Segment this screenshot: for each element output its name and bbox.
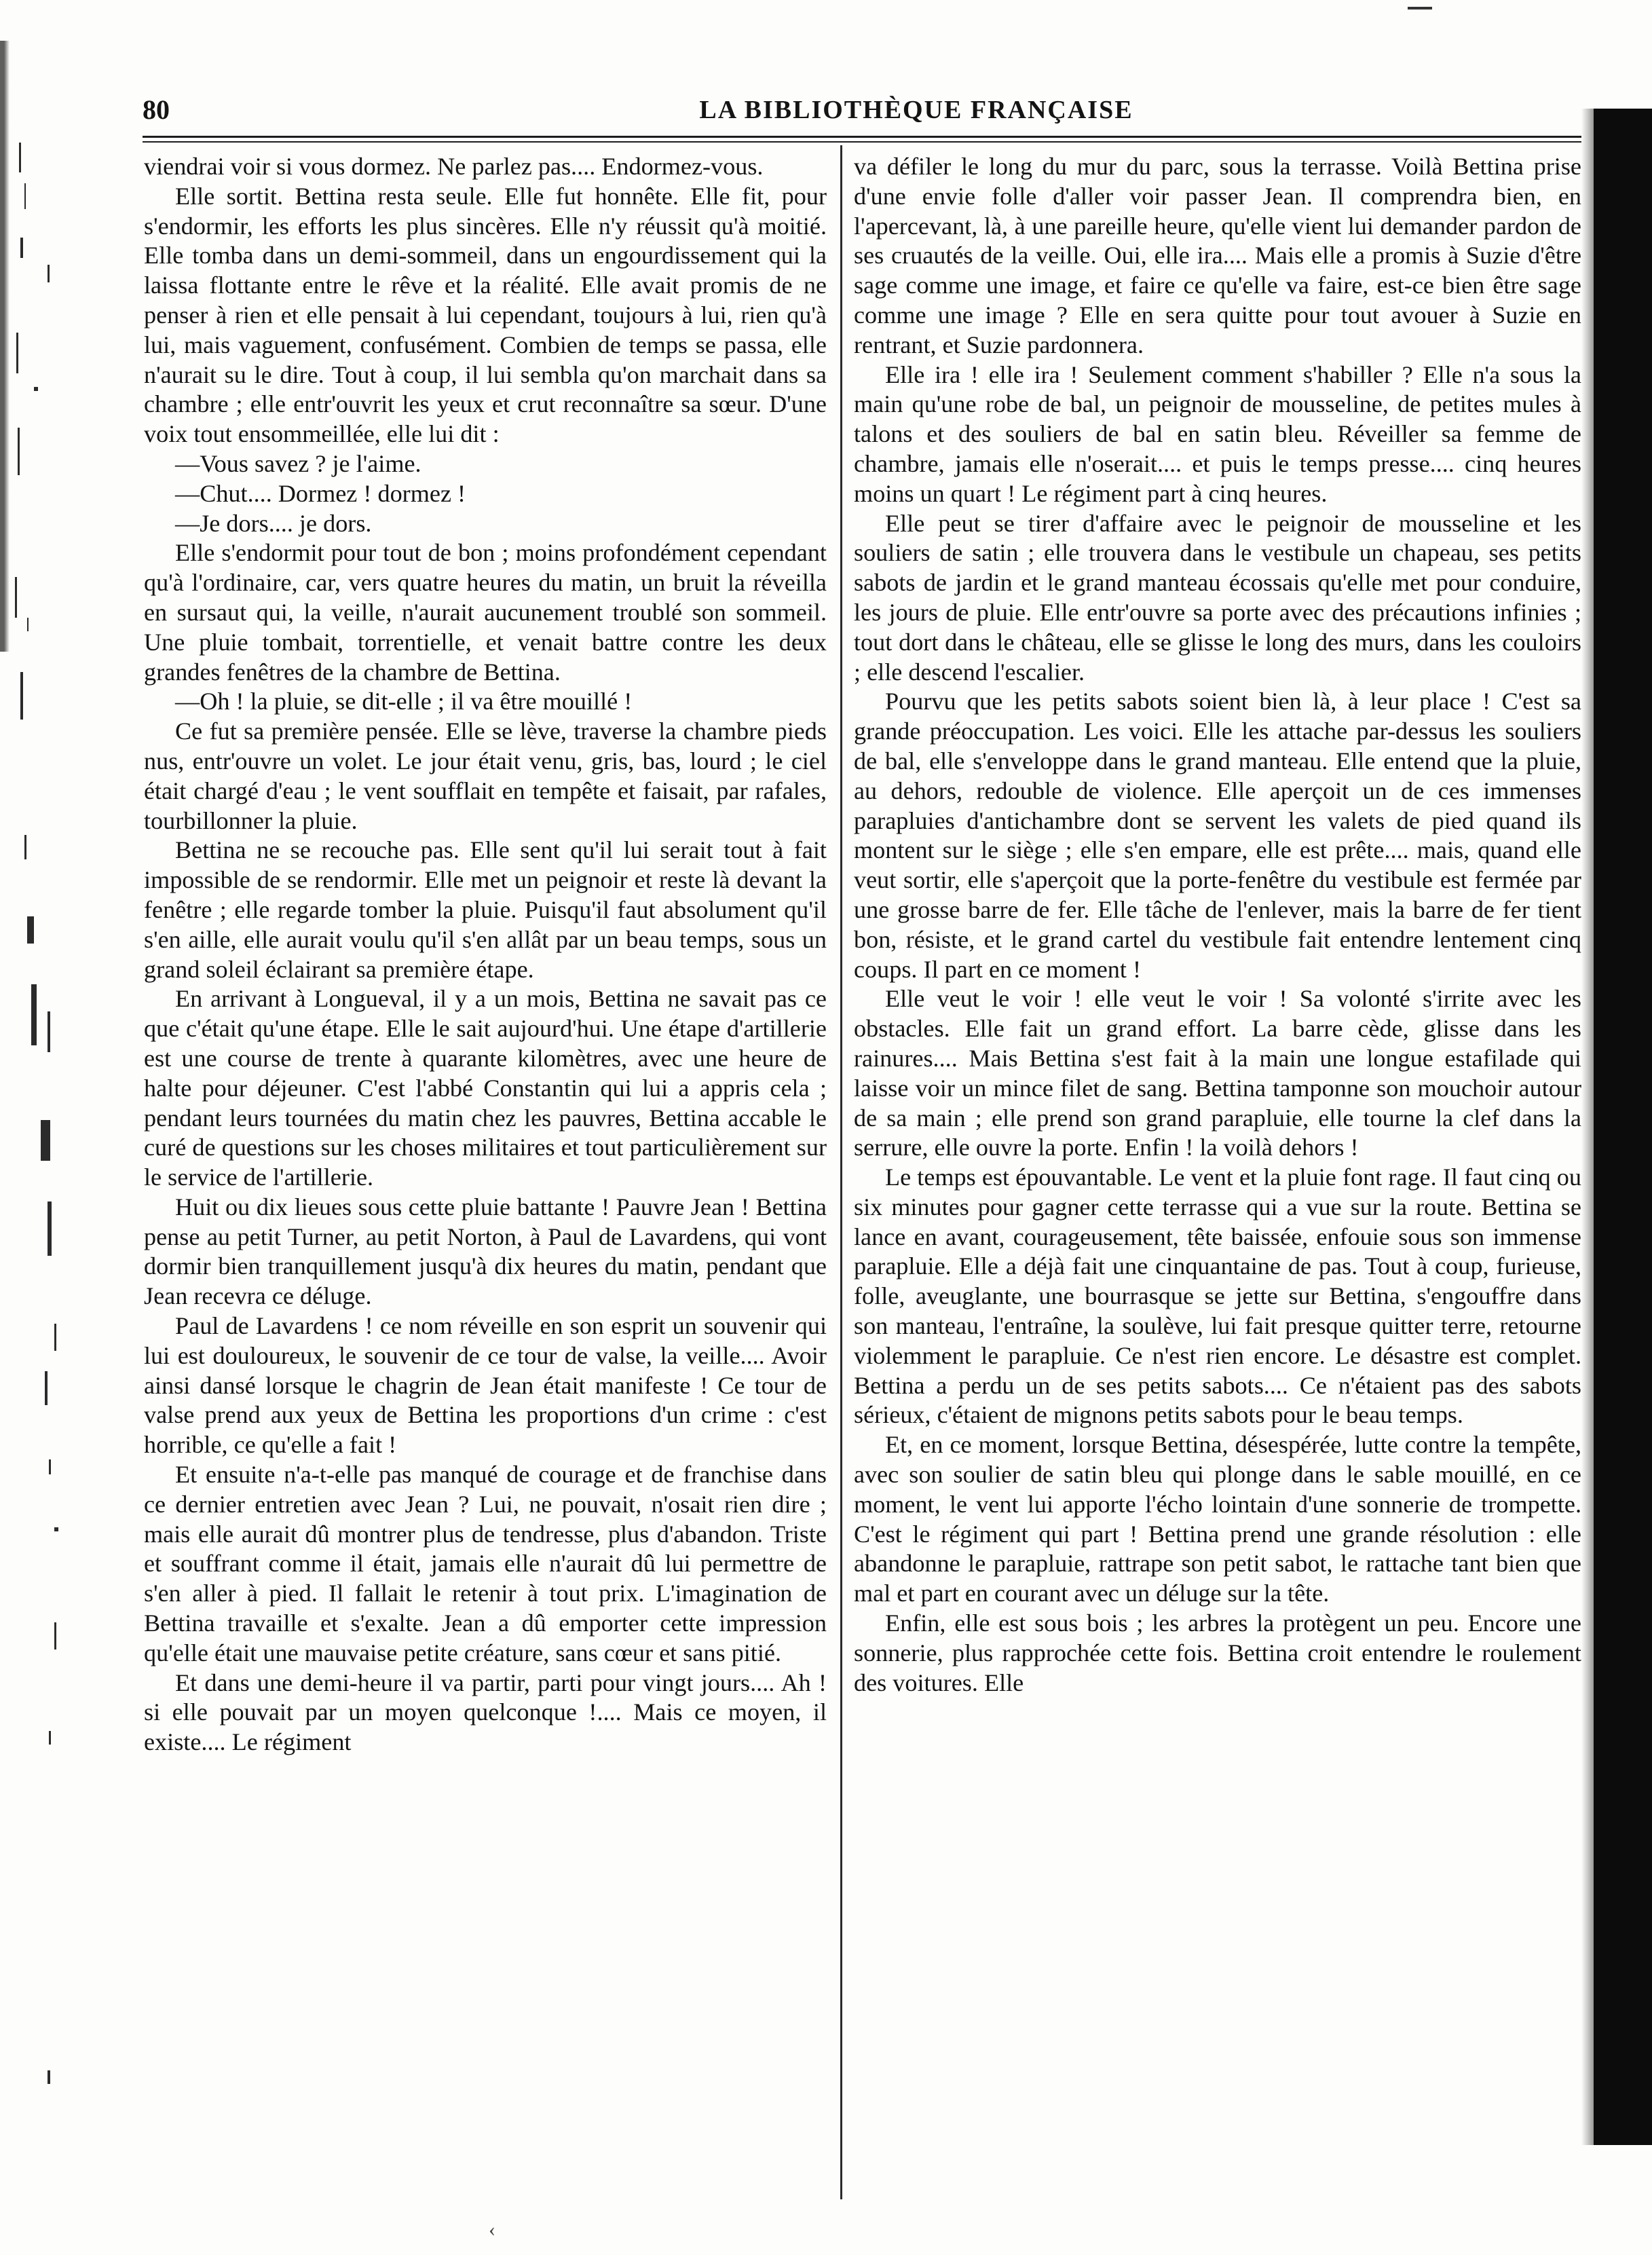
paragraph: Enfin, elle est sous bois ; les arbres la protègent un peu. Encore une sonnerie, plus rapprochée cette fois. Bettina croit entendre le roulement des voitures. Elle (854, 1609, 1581, 1696)
scan-marks-left (7, 102, 68, 2138)
paragraph: —Je dors.... je dors. (175, 509, 372, 537)
text-column-left (144, 152, 827, 1757)
paragraph: Elle veut le voir ! elle veut le voir ! Sa volonté s'irrite avec les obstacles. Elle fait un grand effort. La barre cède, glisse dans les rainures.... Mais Bettina s'est fait à la main une longue estafilade qui laisse voir un mince filet de sang. Bettina tamponne son mouchoir autour de sa main ; elle prend son grand parapluie, elle tourne la clef dans la serrure, elle ouvre la porte. Enfin ! la voilà dehors ! (854, 985, 1581, 1161)
paragraph: va défiler le long du mur du parc, sous la terrasse. Voilà Bettina prise d'une envie folle d'aller voir passer Jean. Il comprendra bien, en l'apercevant, là, à une pareille heure, qu'elle vient lui demander pardon de ses cruautés de la veille. Oui, elle ira.... Mais elle a promis à Suzie d'être sage comme une image, et faire ce qu'elle va faire, est-ce bien être sage comme une image ? Elle en sera quitte pour tout avouer à Suzie en rentrant, et Suzie pardonnera. (854, 153, 1581, 358)
paragraph: Elle peut se tirer d'affaire avec le peignoir de mousseline et les souliers de satin ; elle trouvera dans le vestibule un chapeau, ses petits sabots de jardin et le grand manteau écossais qu'elle met pour conduire, les jours de pluie. Elle entr'ouvre sa porte avec des précautions infinies ; tout dort dans le château, elle se glisse le long des murs, dans les couloirs ; elle descend l'escalier. (854, 509, 1581, 686)
scan-edge-right (1594, 109, 1652, 2145)
running-title: LA BIBLIOTHÈQUE FRANÇAISE (699, 96, 1133, 124)
paragraph: En arrivant à Longueval, il y a un mois, Bettina ne savait pas ce que c'était qu'une étape. Elle le sait aujourd'hui. Une étape d'artillerie est une course de trente à quarante kilomètres, avec une heure de halte pour déjeuner. C'est l'abbé Constantin qui lui a appris cela ; pendant leurs tournées du matin chez les pauvres, Bettina accable le curé de questions sur les choses militaires et tout particulièrement sur le service de l'artillerie. (144, 985, 827, 1191)
paragraph: viendrai voir si vous dormez. Ne parlez pas.... Endormez-vous. (144, 153, 764, 180)
paragraph: —Vous savez ? je l'aime. (175, 449, 421, 477)
paragraph: Huit ou dix lieues sous cette pluie battante ! Pauvre Jean ! Bettina pense au petit Turner, au petit Norton, à Paul de Lavardens, qui vont dormir bien tranquillement jusqu'à dix heures du matin, pendant que Jean recevra ce déluge. (144, 1193, 827, 1310)
paragraph: Et dans une demi-heure il va partir, parti pour vingt jours.... Ah ! si elle pouvait par un moyen quelconque !.... Mais ce moyen, il existe.... Le régiment (144, 1669, 827, 1756)
page-number: 80 (143, 94, 170, 125)
paragraph: Elle sortit. Bettina resta seule. Elle fut honnête. Elle fit, pour s'endormir, les efforts les plus sincères. Elle n'y réussit qu'à moitié. Elle tomba dans un demi-sommeil, dans un engourdissement qui la laissa flottante entre le rêve et la réalité. Elle avait promis de ne penser à rien et elle pensait à lui cependant, toujours à lui, rien qu'à lui, mais vaguement, confusément. Combien de temps se passa, elle n'aurait su le dire. Tout à coup, il lui sembla qu'on marchait dans sa chambre ; elle entr'ouvrit les yeux et crut reconnaître sa sœur. D'une voix tout ensommeillée, elle lui dit : (144, 182, 827, 448)
paragraph: —Chut.... Dormez ! dormez ! (175, 479, 466, 507)
paragraph: Elle s'endormit pour tout de bon ; moins profondément cependant qu'à l'ordinaire, car, vers quatre heures du matin, un bruit la réveilla en sursaut qui, la veille, n'aurait aucunement troublé son sommeil. Une pluie tombait, torrentielle, et venait battre contre les deux grandes fenêtres de la chambre de Bettina. (144, 539, 827, 686)
page-header (143, 90, 1581, 130)
paragraph: Le temps est épouvantable. Le vent et la pluie font rage. Il faut cinq ou six minutes pour gagner cette terrasse qui a vue sur la route. Bettina se lance en avant, courageusement, tête baissée, enfouie sous son immense parapluie. Elle a déjà fait une cinquantaine de pas. Tout à coup, furieuse, folle, aveuglante, une bourrasque se jette sur Bettina, s'engouffre dans son manteau, l'entraîne, la soulève, lui fait presque quitter terre, retourne violemment le parapluie. Ce n'est rien encore. Le désastre est complet. Bettina a perdu un de ses petits sabots.... Ce n'étaient pas des sabots sérieux, c'étaient de mignons petits sabots pour le beau temps. (854, 1163, 1581, 1429)
paragraph: Bettina ne se recouche pas. Elle sent qu'il lui serait tout à fait impossible de se rendormir. Elle met un peignoir et reste là devant la fenêtre ; elle regarde tomber la pluie. Puisqu'il faut absolument qu'il s'en aille, elle aurait voulu qu'il s'en allât par un beau temps, sous un grand soleil éclairant sa première étape. (144, 836, 827, 983)
paragraph: Elle ira ! elle ira ! Seulement comment s'habiller ? Elle n'a sous la main qu'une robe de bal, un peignoir de mousseline, de petites mules à talons et des souliers de bal en satin bleu. Réveiller sa femme de chambre, jamais elle n'oserait.... et puis le temps presse.... cinq heures moins un quart ! Le régiment part à cinq heures. (854, 360, 1581, 507)
paragraph: Pourvu que les petits sabots soient bien là, à leur place ! C'est sa grande préoccupation. Les voici. Elle les attache par-dessus les souliers de bal, elle s'enveloppe dans le grand manteau. Elle entend que la pluie, au dehors, redouble de violence. Elle aperçoit un de ces immenses parapluies d'antichambre dont se servent les valets de pied quand ils montent sur le siège ; elle s'en empare, elle est prête.... mais, quand elle veut sortir, elle s'aperçoit que la porte-fenêtre du vestibule est fermée par une grosse barre de fer. Elle tâche de l'enlever, mais la barre de fer tient bon, résiste, et le grand cartel du vestibule fait entendre lentement cinq coups. Il part en ce moment ! (854, 688, 1581, 983)
paragraph: Et ensuite n'a-t-elle pas manqué de courage et de franchise dans ce dernier entretien avec Jean ? Lui, ne pouvait, n'osait rien dire ; mais elle aurait dû montrer plus de tendresse, plus d'abandon. Triste et souffrant comme il était, jamais elle n'aurait dû lui permettre de s'en aller à pied. Il fallait le retenir à tout prix. L'imagination de Bettina travaille et s'exalte. Jean a dû emporter cette impression qu'elle était une mauvaise petite créature, sans cœur et sans pitié. (144, 1461, 827, 1666)
text-column-right (854, 152, 1581, 1698)
header-rule (143, 136, 1581, 138)
paragraph: —Oh ! la pluie, se dit-elle ; il va être mouillé ! (175, 688, 633, 715)
header-rule-thin (143, 141, 1581, 143)
paragraph: Paul de Lavardens ! ce nom réveille en son esprit un souvenir qui lui est douloureux, le souvenir de ce tour de valse, la veille.... Avoir ainsi dansé lorsque le chagrin de Jean était manifeste ! Ce tour de valse prend aux yeux de Bettina les proportions d'un crime : c'est horrible, ce qu'elle a fait ! (144, 1312, 827, 1459)
paragraph: Et, en ce moment, lorsque Bettina, désespérée, lutte contre la tempête, avec son soulier de satin bleu qui plonge dans le sable mouillé, en ce moment, le vent lui apporte l'écho lointain d'une sonnerie de trompette. C'est le régiment qui part ! Bettina prend une grande résolution : elle abandonne le parapluie, rattrape son petit sabot, le rattache tant bien que mal et part en courant avec un déluge sur la tête. (854, 1431, 1581, 1607)
paragraph: Ce fut sa première pensée. Elle se lève, traverse la chambre pieds nus, entr'ouvre un volet. Le jour était venu, gris, bas, lourd ; le ciel était chargé d'eau ; le vent soufflait en tempête et faisait, par rafales, tourbillonner la pluie. (144, 718, 827, 834)
column-divider (840, 145, 842, 2199)
footer-mark: ‹ (489, 2218, 495, 2241)
scan-artifact-top (1408, 7, 1432, 10)
